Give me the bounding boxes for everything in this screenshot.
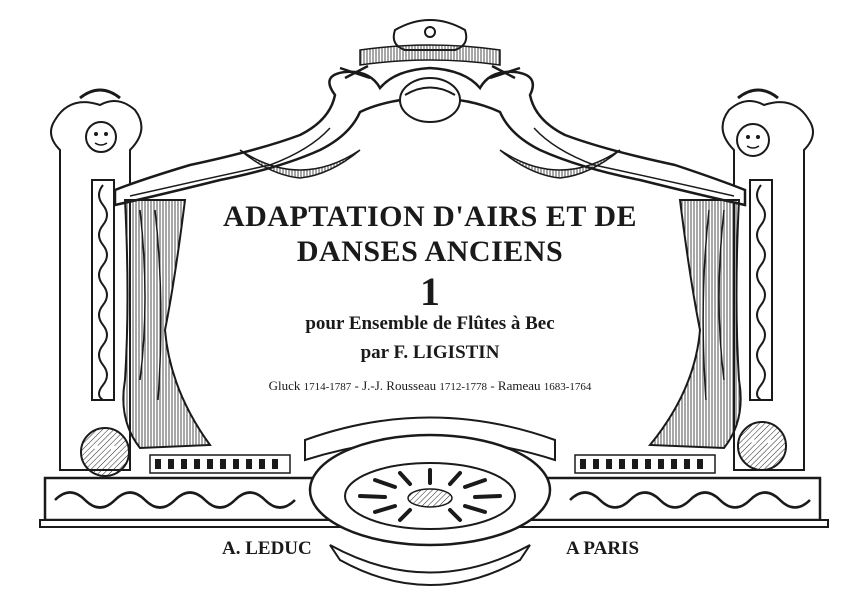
central-mask-icon [400, 78, 460, 122]
composer-years: 1714-1787 [303, 381, 352, 393]
composer-name: Rameau [497, 378, 541, 393]
author: par F. LIGISTIN [360, 342, 500, 363]
composer-separator: - [351, 378, 363, 393]
left-lion-head-icon [81, 428, 129, 476]
left-mask-icon [86, 122, 116, 152]
publisher-name: A. LEDUC [222, 538, 312, 559]
composer-separator: - [487, 378, 498, 393]
volume-number: 1 [420, 269, 440, 314]
composer-name: Gluck [268, 378, 301, 393]
composers-line [180, 378, 680, 394]
publisher-city: A PARIS [566, 538, 640, 559]
composer-name: J.-J. Rousseau [362, 378, 437, 393]
right-mask-icon [737, 124, 769, 156]
subtitle: pour Ensemble de Flûtes à Bec [305, 313, 555, 334]
composer-years: 1712-1778 [439, 381, 488, 393]
top-pediment [115, 20, 745, 205]
title-line-1: ADAPTATION D'AIRS ET DE [222, 200, 638, 233]
composer-years: 1683-1764 [543, 381, 592, 393]
right-lion-head-icon [738, 422, 786, 470]
title-line-2: DANSES ANCIENS [296, 235, 564, 268]
